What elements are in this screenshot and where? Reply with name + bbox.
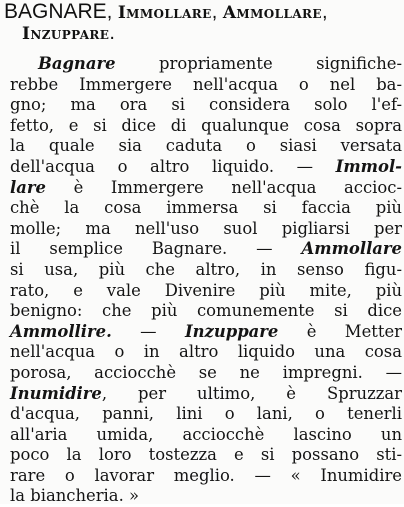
italic-term: Inumidire (10, 383, 102, 403)
italic-term: Bagnare (38, 54, 116, 73)
heading-comma-3: , (321, 1, 328, 23)
text-run: nell'acqua o in altro liquido una cosa (10, 342, 402, 362)
text-line (10, 404, 402, 425)
text-line (10, 425, 402, 446)
text-line (10, 384, 402, 405)
text-line (10, 95, 402, 116)
entry-synonym-2: Ammollare (222, 3, 322, 23)
text-line (10, 466, 402, 487)
text-line (10, 260, 402, 281)
text-line (10, 157, 402, 178)
text-run: — (111, 321, 185, 341)
text-line (10, 219, 402, 240)
text-line (10, 75, 402, 96)
heading-period: . (109, 22, 115, 44)
text-run: dell'acqua o altro liquido. — (10, 156, 336, 176)
text-run: , per ultimo, è Spruzzar (101, 383, 402, 403)
text-run: si usa, più che altro, in senso figu- (10, 259, 402, 279)
text-run: gno; ma ora si considera solo l'ef- (10, 95, 402, 115)
italic-term: Inzuppare (184, 321, 279, 341)
text-run: poco la loro tostezza e si possano sti- (10, 445, 402, 465)
text-line (10, 445, 402, 466)
text-line (10, 363, 402, 384)
text-run: molle; ma nell'uso suol pigliarsi per (10, 218, 402, 238)
text-run: rebbe Immergere nell'acqua o nel ba- (10, 74, 402, 94)
text-run: d'acqua, panni, lini o lani, o tenerli (10, 404, 402, 424)
text-run: la biancheria. » (10, 486, 140, 506)
heading-comma-2: , (211, 1, 223, 23)
text-run: all'aria umida, acciocchè lascino un (10, 424, 402, 444)
text-line (10, 136, 402, 157)
text-line (10, 301, 402, 322)
text-run: rato, e vale Divenire più mite, più (10, 280, 402, 300)
text-run: fetto, e si dice di qualunque cosa sopra (10, 115, 402, 135)
text-line (10, 198, 402, 219)
entry-headword: BAGNARE (4, 0, 107, 23)
text-run: la quale sia caduta o siasi versata (10, 136, 402, 156)
heading-comma-1: , (106, 1, 118, 23)
italic-term: Ammollare (301, 239, 402, 259)
text-run: propriamente significhe- (115, 54, 402, 73)
entry-synonym-1: Immollare (117, 3, 212, 23)
text-line (10, 54, 402, 75)
text-run: è Metter (278, 321, 402, 341)
text-run: porosa, acciocchè se ne impregni. — (10, 362, 402, 382)
entry-synonym-3: Inzuppare (22, 24, 110, 44)
text-line (10, 178, 402, 199)
entry-body (10, 54, 402, 507)
text-line (10, 239, 402, 260)
italic-term: Ammollire. (10, 321, 112, 341)
text-run: è Immergere nell'acqua accioc- (45, 177, 402, 197)
text-line (10, 342, 402, 363)
text-run: rare o lavorar meglio. — « Inumidire (10, 465, 402, 485)
entry-heading (4, 2, 400, 44)
italic-term: Immol- (335, 156, 402, 176)
text-line (10, 116, 402, 137)
entry-heading-line-2 (4, 23, 400, 44)
text-run: il semplice Bagnare. — (10, 239, 302, 259)
text-run: benigno: che più comunemente si dice (10, 301, 402, 321)
text-line (10, 281, 402, 302)
text-line (10, 322, 402, 343)
italic-term: lare (10, 177, 46, 197)
text-run: chè la cosa immersa si faccia più (10, 198, 402, 218)
